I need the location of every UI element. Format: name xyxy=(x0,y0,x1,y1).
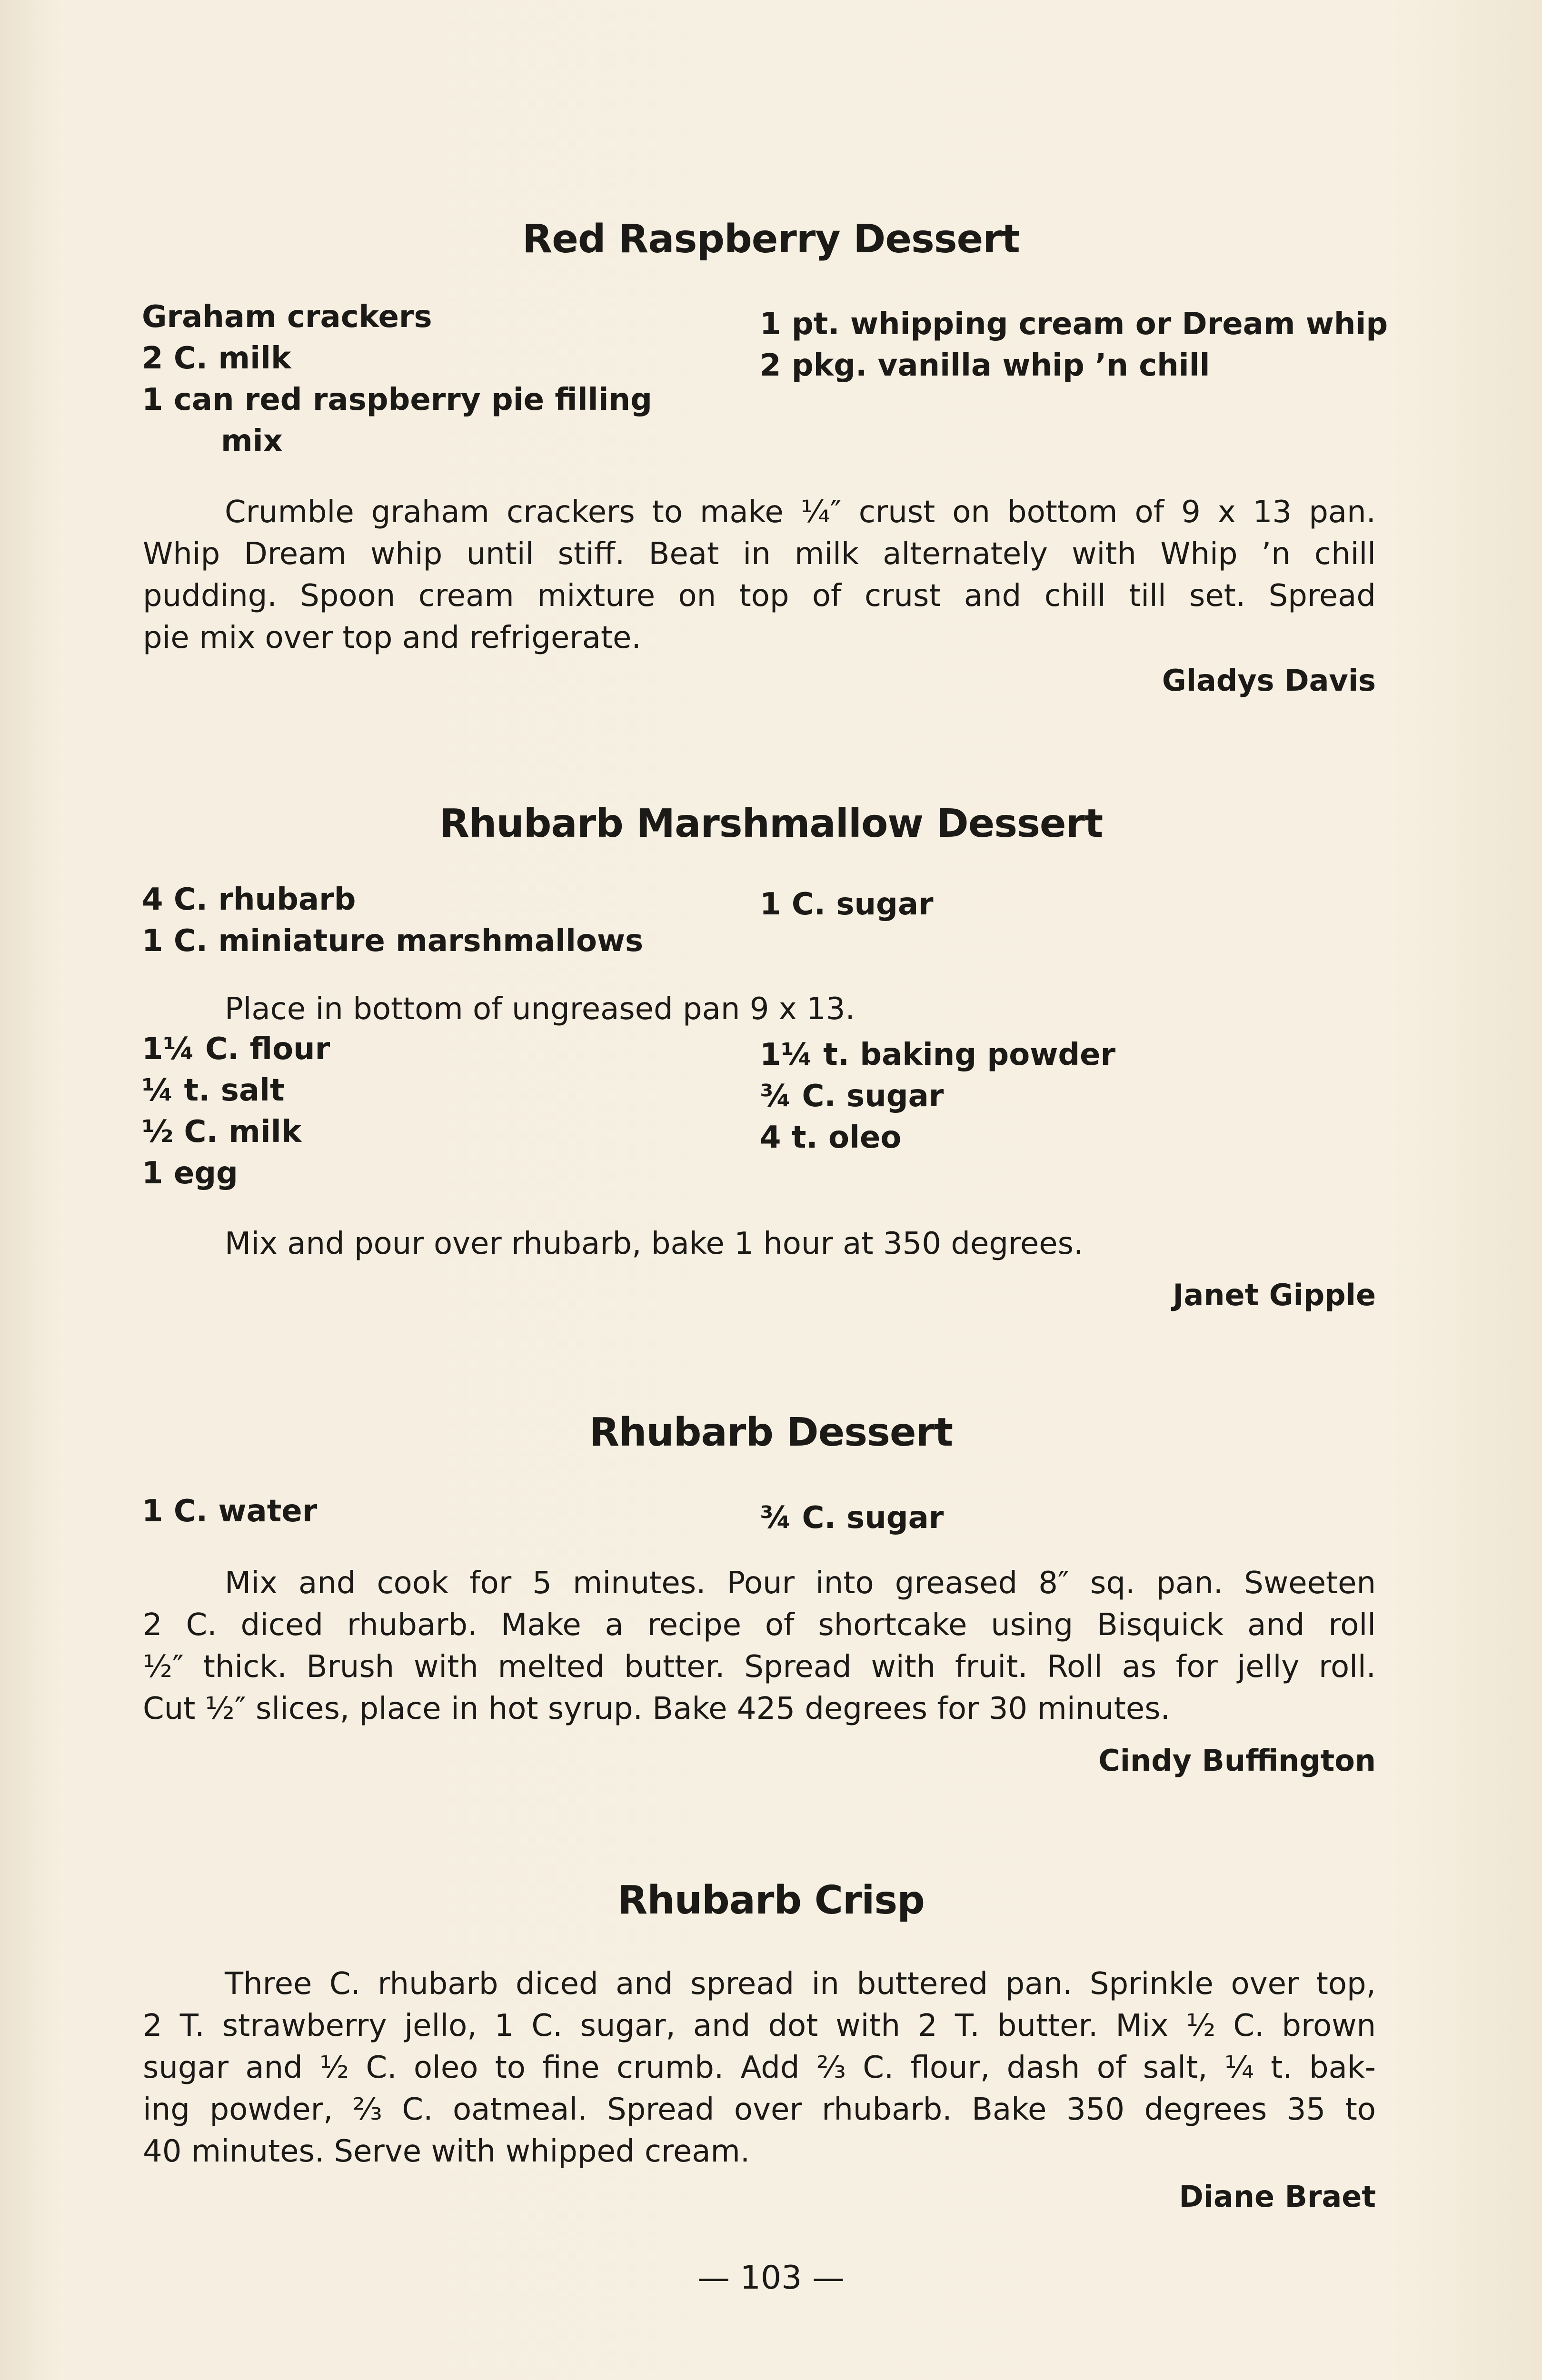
step-text: Place in bottom of ungreased pan 9 x 13. xyxy=(225,992,855,1027)
ingredient: 1¼ t. baking powder xyxy=(760,1037,1116,1072)
ingredients-left xyxy=(142,879,643,962)
directions-line: Three C. rhubarb diced and spread in buttered pan. Sprinkle over top, xyxy=(225,1966,1376,2002)
directions-line: 40 minutes. Serve with whipped cream. xyxy=(143,2134,750,2169)
ingredient: 1 C. water xyxy=(142,1494,318,1529)
directions-line: Cut ½″ slices, place in hot syrup. Bake 425 degrees for 30 minutes. xyxy=(143,1691,1170,1726)
ingredient: 4 t. oleo xyxy=(760,1120,902,1155)
ingredient: 1 C. miniature marshmallows xyxy=(142,923,644,959)
ingredient: 2 C. milk xyxy=(142,341,291,376)
directions-line: ing powder, ⅔ C. oatmeal. Spread over rhubarb. Bake 350 degrees 35 to xyxy=(143,2092,1376,2127)
recipe-author: Cindy Buffington xyxy=(1098,1743,1376,1778)
directions-line: Mix and cook for 5 minutes. Pour into greased 8″ sq. pan. Sweeten xyxy=(225,1566,1376,1601)
ingredients-left xyxy=(142,297,652,462)
directions-line: pie mix over top and refrigerate. xyxy=(143,620,641,655)
directions-line: sugar and ½ C. oleo to fine crumb. Add ⅔ C. flour, dash of salt, ¼ t. bak- xyxy=(143,2050,1376,2085)
ingredient: ¾ C. sugar xyxy=(760,1079,944,1114)
recipe-title: Rhubarb Crisp xyxy=(617,1878,925,1923)
ingredient: 1 pt. whipping cream or Dream whip xyxy=(760,307,1388,342)
directions-line: 2 C. diced rhubarb. Make a recipe of shortcake using Bisquick and roll xyxy=(143,1607,1376,1643)
ingredient: ¾ C. sugar xyxy=(760,1500,944,1536)
recipe-title: Red Raspberry Dessert xyxy=(522,217,1020,262)
directions xyxy=(143,1562,1376,1730)
ingredient: ½ C. milk xyxy=(142,1114,302,1150)
ingredient: 2 pkg. vanilla whip ’n chill xyxy=(760,348,1210,383)
recipe-title: Rhubarb Marshmallow Dessert xyxy=(439,801,1103,846)
ingredient: Graham crackers xyxy=(142,299,432,335)
ingredient: mix xyxy=(221,424,283,459)
ingredients-left xyxy=(142,1029,330,1194)
ingredient: ¼ t. salt xyxy=(142,1073,285,1108)
ingredients-right xyxy=(760,304,1388,387)
ingredient: 4 C. rhubarb xyxy=(142,882,356,917)
ingredient: 1 egg xyxy=(142,1156,238,1191)
directions-line: Whip Dream whip until stiff. Beat in milk alternately with Whip ’n chill xyxy=(143,536,1376,572)
recipe-title: Rhubarb Dessert xyxy=(589,1410,953,1455)
directions-line: 2 T. strawberry jello, 1 C. sugar, and dot with 2 T. butter. Mix ½ C. brown xyxy=(143,2008,1376,2043)
ingredients-right xyxy=(760,884,934,925)
directions-line: pudding. Spoon cream mixture on top of crust and chill till set. Spread xyxy=(143,578,1376,614)
ingredients-right xyxy=(760,1497,944,1539)
recipe-author: Diane Braet xyxy=(1179,2179,1376,2214)
ingredients-right xyxy=(760,1034,1115,1159)
page-number: — 103 — xyxy=(697,2259,845,2297)
recipe-author: Janet Gipple xyxy=(1173,1278,1376,1312)
directions-line: Crumble graham crackers to make ¼″ crust on bottom of 9 x 13 pan. xyxy=(225,495,1376,530)
recipe-author: Gladys Davis xyxy=(1162,663,1376,698)
directions xyxy=(143,491,1376,659)
directions: Mix and pour over rhubarb, bake 1 hour at 350 degrees. xyxy=(225,1226,1084,1261)
ingredient: 1¼ C. flour xyxy=(142,1031,330,1067)
ingredients-left xyxy=(142,1491,317,1532)
directions-line: ½″ thick. Brush with melted butter. Spread with fruit. Roll as for jelly roll. xyxy=(143,1649,1376,1685)
ingredient: 1 can red raspberry pie filling xyxy=(142,382,652,417)
ingredient: 1 C. sugar xyxy=(760,887,934,922)
directions xyxy=(143,1963,1376,2172)
